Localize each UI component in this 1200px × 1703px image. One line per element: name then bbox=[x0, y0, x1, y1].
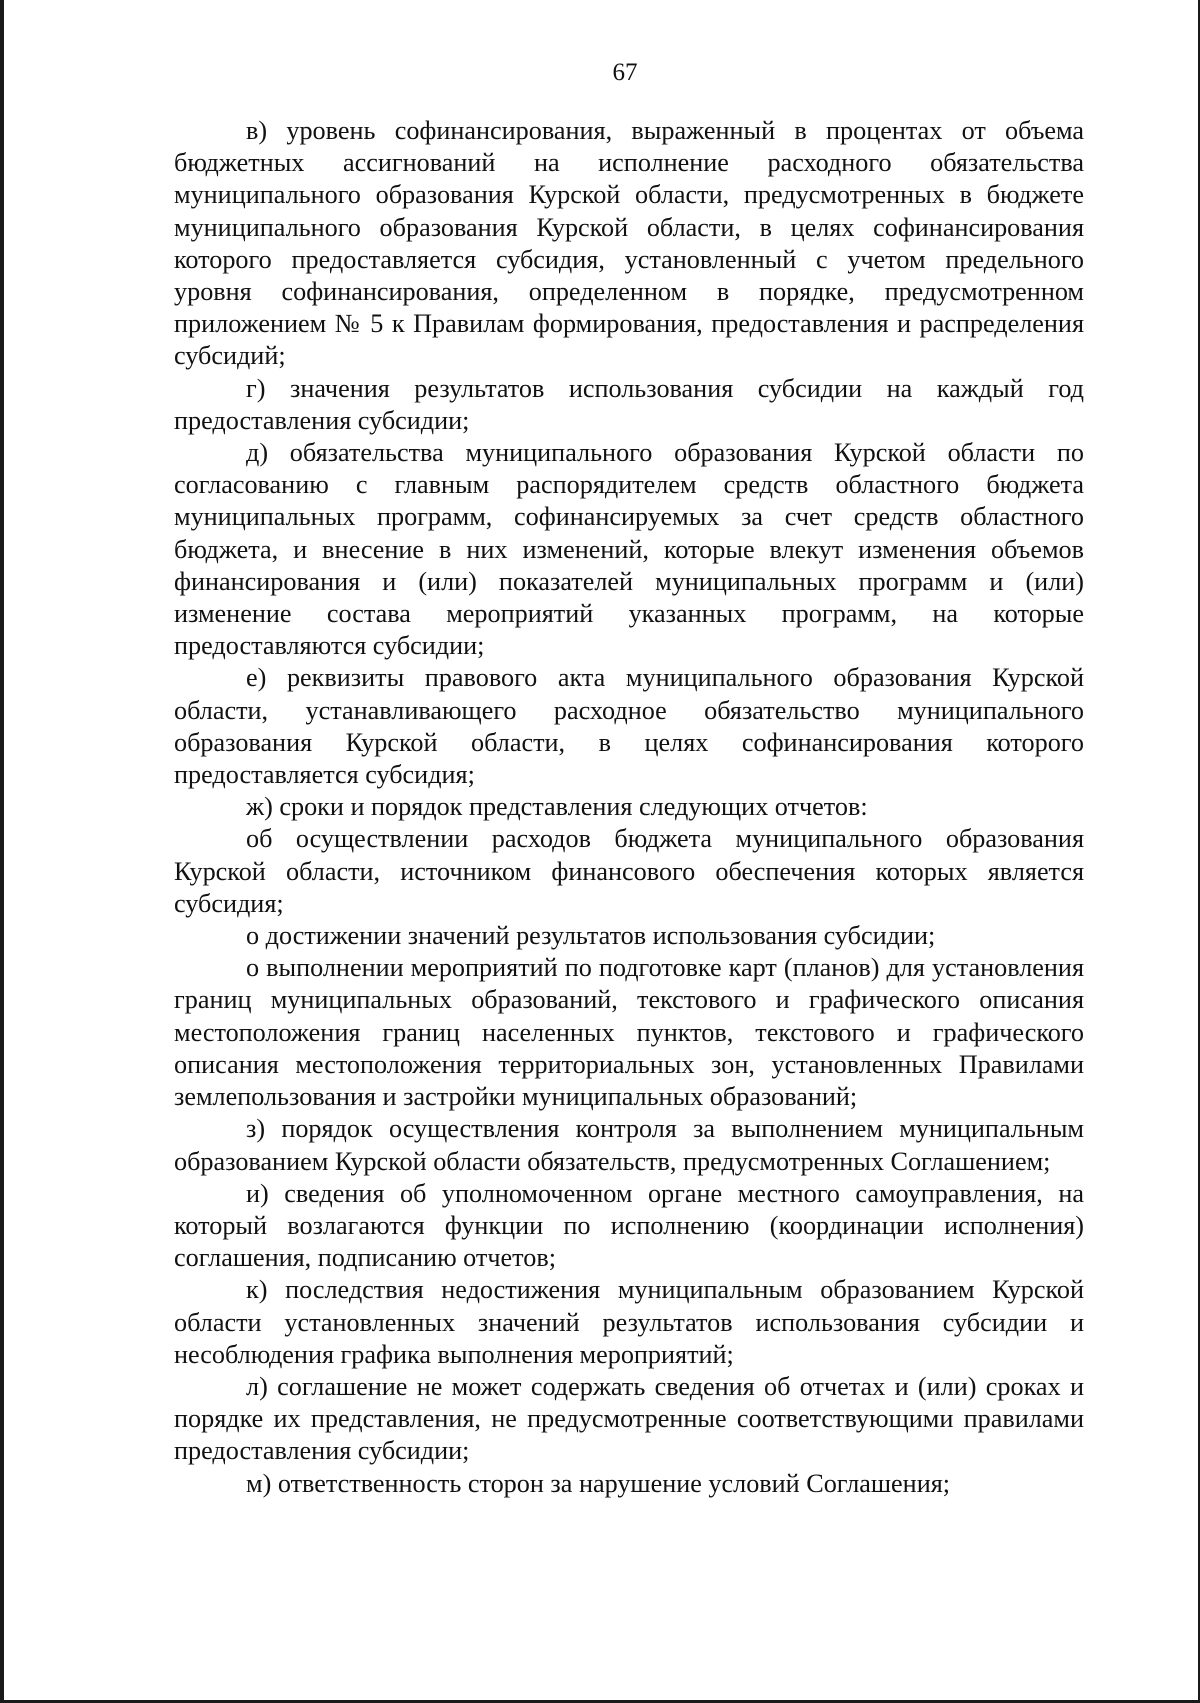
paragraph-report-results: о достижении значений результатов использования субсидии; bbox=[246, 921, 936, 951]
paragraph-report-expenses: об осуществлении расходов бюджета муниципального образования Курской области, источником финансового обеспечения которых является субсидия; bbox=[174, 824, 1084, 918]
paragraph-item-k: к) последствия недостижения муниципальным образованием Курской области установленных значений результатов использования субсидии и несоблюдения графика выполнения мероприятий; bbox=[174, 1275, 1084, 1369]
paragraph-item-zh: ж) сроки и порядок представления следующих отчетов: bbox=[246, 792, 868, 822]
paragraph-item-e: е) реквизиты правового акта муниципального образования Курской области, устанавливающего расходное обязательство муниципального образования Курской области, в целях софинансирования которого предоставляется субсидия; bbox=[174, 663, 1084, 790]
document-body bbox=[174, 115, 1084, 1500]
paragraph-item-g: г) значения результатов использования субсидии на каждый год предоставления субсидии; bbox=[174, 373, 1084, 435]
scan-border-left bbox=[0, 0, 4, 1703]
paragraph-item-i: и) сведения об уполномоченном органе местного самоуправления, на который возлагаются функции по исполнению (координации исполнения) соглашения, подписанию отчетов; bbox=[174, 1178, 1084, 1273]
paragraph-item-d: д) обязательства муниципального образования Курской области по согласованию с главным распорядителем средств областного бюджета муниципальных программ, софинансируемых за счет средств областного бюджета, и внесение в них изменений, которые влекут изменения объемов финансирования и (или) показателей муниципальных программ и (или) изменение состава мероприятий указанных программ, на которые предоставляются субсидии; bbox=[174, 438, 1084, 661]
paragraph-item-l: л) соглашение не может содержать сведения об отчетах и (или) сроках и порядке их представления, не предусмотренные соответствующими правилами предоставления субсидии; bbox=[174, 1371, 1084, 1466]
paragraph-item-m: м) ответственность сторон за нарушение условий Соглашения; bbox=[246, 1468, 951, 1498]
paragraph-item-z: з) порядок осуществления контроля за выполнением муниципальным образованием Курской области обязательств, предусмотренных Соглашением; bbox=[174, 1114, 1084, 1176]
page-number: 67 bbox=[612, 59, 638, 86]
paragraph-report-measures: о выполнении мероприятий по подготовке карт (планов) для установления границ муниципальных образований, текстового и графического описания местоположения границ населенных пунктов, текстового и графического описания местоположения территориальных зон, установленных Правилами землепользования и застройки муниципальных образований; bbox=[174, 953, 1084, 1112]
paragraph-item-v: в) уровень софинансирования, выраженный в процентах от объема бюджетных ассигнований на исполнение расходного обязательства муниципального образования Курской области, предусмотренных в бюджете муниципального образования Курской области, в целях софинансирования которого предоставляется субсидия, установленный с учетом предельного уровня софинансирования, определенном в порядке, предусмотренном приложением № 5 к Правилам формирования, предоставления и распределения субсидий; bbox=[174, 116, 1084, 371]
